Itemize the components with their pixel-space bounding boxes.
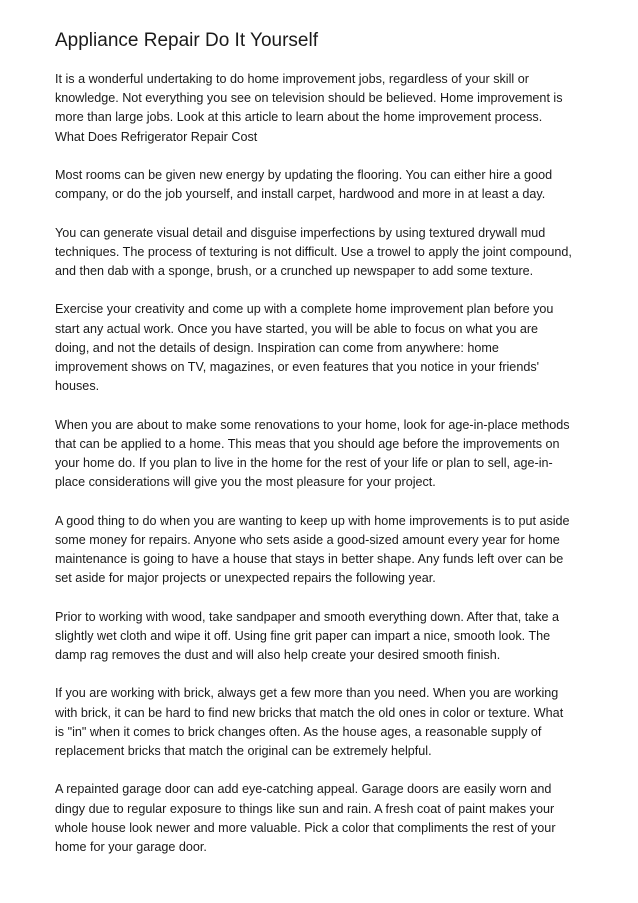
paragraph-1: It is a wonderful undertaking to do home improvement jobs, regardless of your skill or knowledge. Not everything you see on television should be believed. Home improvement is more than large jobs. Look at this article to learn about the home improvement process. What Does Refrigerator Repair Cost [55,72,563,144]
paragraph-2: Most rooms can be given new energy by updating the flooring. You can either hire a good company, or do the job yourself, and install carpet, hardwood and more in at least a day. [55,168,553,202]
document-title: Appliance Repair Do It Yourself [55,30,318,51]
paragraph-8: If you are working with brick, always get a few more than you need. When you are working with brick, it can be hard to find new bricks that match the old ones in color or texture. What is "in" when it comes to brick changes often. As the house ages, a reasonable supply of replacement bricks that match the original can be extremely helpful. [55,686,564,758]
paragraph-4: Exercise your creativity and come up with a complete home improvement plan before you start any actual work. Once you have started, you will be able to focus on what you are doing, and not the details of design. Inspiration can come from anywhere: home improvement shows on TV, magazines, or even features that you notice in your friends' houses. [55,302,554,394]
document-body [55,70,587,876]
paragraph-9: A repainted garage door can add eye-catching appeal. Garage doors are easily worn and dingy due to regular exposure to things like sun and rain. A fresh coat of paint makes your whole house look newer and more valuable. Pick a color that compliments the rest of your home for your garage door. [55,782,556,854]
paragraph-6: A good thing to do when you are wanting to keep up with home improvements is to put aside some money for repairs. Anyone who sets aside a good-sized amount every year for home maintenance is going to have a house that stays in better shape. Any funds left over can be set aside for major projects or unexpected repairs the following year. [55,513,570,586]
paragraph-3: You can generate visual detail and disguise imperfections by using textured drywall mud techniques. The process of texturing is not difficult. Use a trowel to apply the joint compound, and then dab with a sponge, brush, or a crunched up newspaper to add some texture. [55,225,572,278]
paragraph-7: Prior to working with wood, take sandpaper and smooth everything down. After that, take a slightly wet cloth and wipe it off. Using fine grit paper can impart a nice, smooth look. The damp rag removes the dust and will also help create your desired smooth finish. [55,609,560,662]
paragraph-5: When you are about to make some renovations to your home, look for age-in-place methods that can be applied to a home. This meas that you should age before the improvements on your home do. If you plan to live in the home for the rest of your life or plan to sell, age-in- place considerations will give you the most pleasure for your project. [55,417,570,490]
